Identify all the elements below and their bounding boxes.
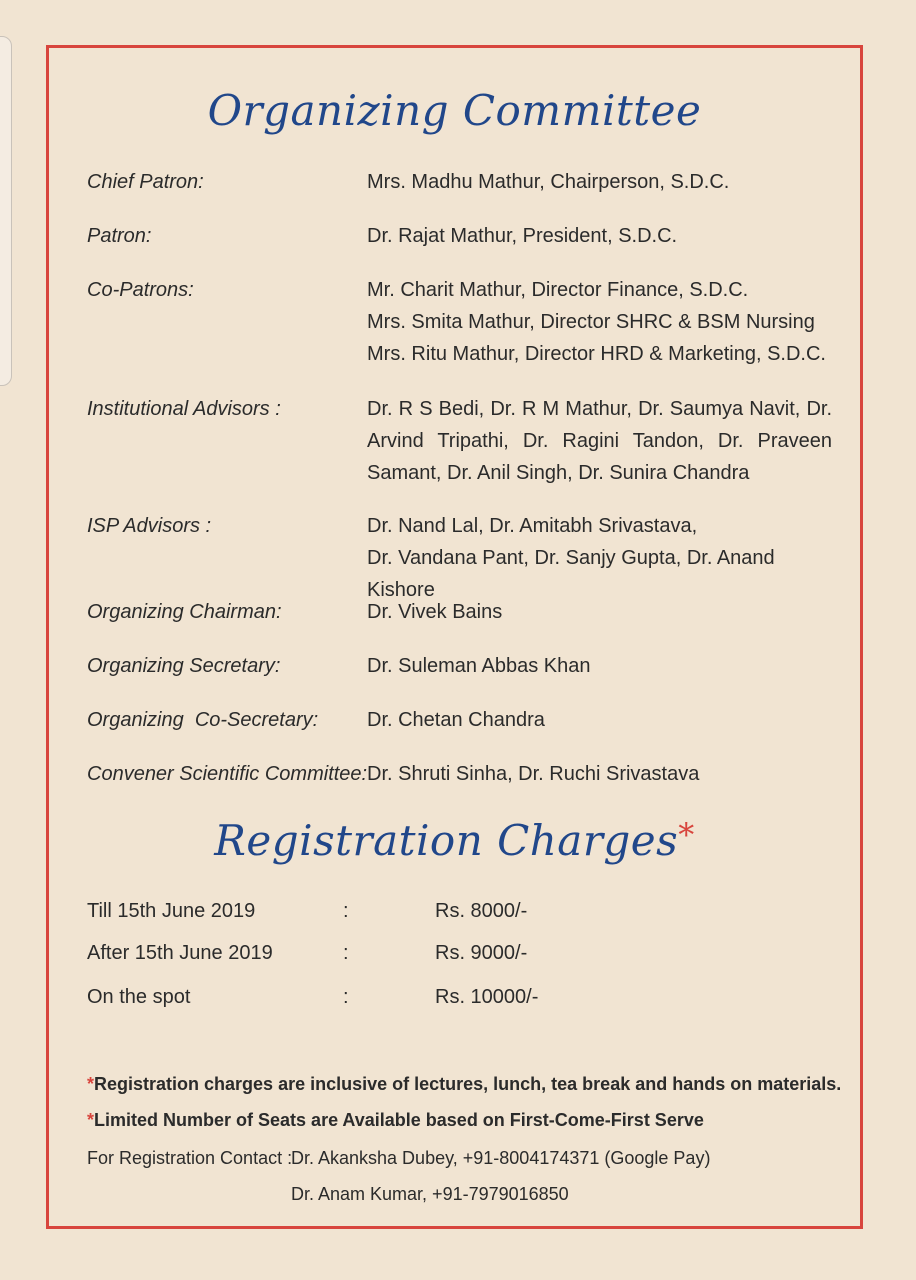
committee-title: Organizing Committee [207,86,702,135]
label-organizing-secretary: Organizing Secretary: [87,655,281,677]
label-patron: Patron: [87,225,152,247]
value-chief-patron: Mrs. Madhu Mathur, Chairperson, S.D.C. [367,171,730,193]
reg-colon: : [343,986,349,1008]
side-panel-edge [0,36,12,386]
label-convener-scientific-committee: Convener Scientific Committee: [87,763,368,785]
label-organizing-co-secretary: Organizing Co-Secretary: [87,709,319,731]
note-inclusive-charges [87,1074,841,1095]
contact-anam-kumar: Dr. Anam Kumar, +91-7979016850 [291,1184,569,1204]
value-institutional-advisors: Dr. R S Bedi, Dr. R M Mathur, Dr. Saumya Navit, Dr. Arvind Tripathi, Dr. Ragini Tandon, Dr. Praveen Samant, Dr. Anil Singh, Dr. Sunira Chandra [367,398,832,484]
value-organizing-secretary: Dr. Suleman Abbas Khan [367,655,591,677]
label-institutional-advisors: Institutional Advisors : [87,398,281,420]
registration-title [49,816,860,865]
label-isp-advisors: ISP Advisors : [87,515,212,537]
label-organizing-chairman: Organizing Chairman: [87,601,282,623]
reg-label-on-the-spot: On the spot [87,986,191,1008]
note-text: Registration charges are inclusive of lectures, lunch, tea break and hands on materials. [94,1074,842,1094]
value-organizing-chairman: Dr. Vivek Bains [367,601,503,623]
note-asterisk: * [87,1110,95,1130]
note-asterisk: * [87,1074,95,1094]
note-limited-seats [87,1110,704,1131]
value-co-patron-3: Mrs. Ritu Mathur, Director HRD & Marketing, S.D.C. [367,343,826,365]
value-patron: Dr. Rajat Mathur, President, S.D.C. [367,225,678,247]
reg-colon: : [343,942,349,964]
contact-label: For Registration Contact : [87,1148,293,1168]
value-isp-advisors-2: Dr. Vandana Pant, Dr. Sanjy Gupta, Dr. Anand Kishore [367,547,775,601]
reg-label-till-15th-june: Till 15th June 2019 [87,900,256,922]
contact-akanksha-dubey: Dr. Akanksha Dubey, +91-8004174371 (Google Pay) [291,1148,711,1168]
value-isp-advisors-1: Dr. Nand Lal, Dr. Amitabh Srivastava, [367,515,698,537]
reg-amount-after-15th-june: Rs. 9000/- [435,942,528,964]
value-co-patron-2: Mrs. Smita Mathur, Director SHRC & BSM Nursing [367,311,815,333]
reg-label-after-15th-june: After 15th June 2019 [87,942,273,964]
reg-amount-till-15th-june: Rs. 8000/- [435,900,528,922]
value-convener-scientific-committee: Dr. Shruti Sinha, Dr. Ruchi Srivastava [367,763,700,785]
registration-title-asterisk: * [678,816,695,854]
label-chief-patron: Chief Patron: [87,171,204,193]
reg-colon: : [343,900,349,922]
document-frame [46,45,863,1229]
value-co-patron-1: Mr. Charit Mathur, Director Finance, S.D.C. [367,279,749,301]
value-organizing-co-secretary: Dr. Chetan Chandra [367,709,545,731]
note-text: Limited Number of Seats are Available based on First-Come-First Serve [94,1110,704,1130]
reg-amount-on-the-spot: Rs. 10000/- [435,986,539,1008]
registration-title-text: Registration Charges [214,816,679,865]
label-co-patrons: Co-Patrons: [87,279,194,301]
